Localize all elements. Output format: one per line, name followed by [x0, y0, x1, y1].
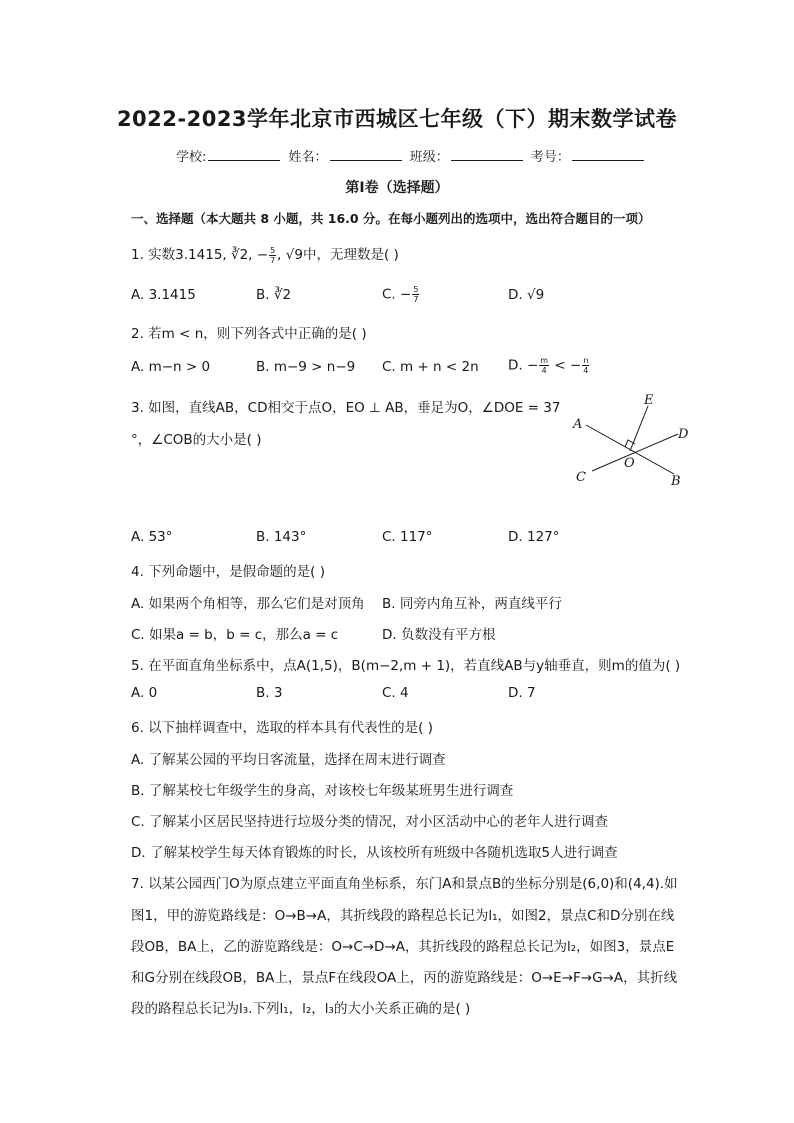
q6-option-d: D. 了解某校学生每天体育锻炼的时长，从该校所有班级中各随机选取5人进行调查	[131, 845, 618, 861]
label-c: C	[576, 470, 586, 485]
page-title: 2022-2023学年北京市西城区七年级（下）期末数学试卷	[116, 107, 678, 131]
q5-stem: 5. 在平面直角坐标系中，点A(1,5)，B(m−2,m + 1)，若直线AB与y轴垂直，则m的值为( )	[131, 658, 681, 674]
q6-option-b: B. 了解某校七年级学生的身高，对该校七年级某班男生进行调查	[131, 783, 514, 799]
q4-stem: 4. 下列命题中，是假命题的是( )	[131, 564, 325, 580]
class-label: 班级：	[409, 150, 449, 165]
q1-stem	[131, 243, 399, 265]
q1-option-d: D. √9	[508, 287, 545, 303]
q2-stem: 2. 若m < n，则下列各式中正确的是( )	[131, 326, 367, 342]
label-a: A	[573, 417, 583, 432]
q2-option-d: D. − $\frac{m}{4}$ < − $\frac{n}{4}$	[508, 356, 589, 375]
name-label: 姓名：	[288, 150, 328, 165]
q6-stem: 6. 以下抽样调查中，选取的样本具有代表性的是( )	[131, 720, 433, 736]
q7-line5: 段的路程总长记为l₃.下列l₁，l₂，l₃的大小关系正确的是( )	[131, 1001, 471, 1017]
q4-option-d: D. 负数没有平方根	[382, 627, 496, 643]
class-blank[interactable]	[451, 148, 523, 161]
q1-stem-fraction: $\frac{5}{7}$	[270, 245, 276, 265]
q1-stem-prefix: 1. 实数3.1415, ∛2, −	[131, 247, 269, 263]
q3-stem-line2: °，∠COB的大小是( )	[131, 432, 262, 448]
number-blank[interactable]	[572, 148, 644, 161]
q7-line1: 7. 以某公园西门O为原点建立平面直角坐标系，东门A和景点B的坐标分别是(6,0)和(4,4).如	[131, 876, 678, 892]
q1-option-b: B. ∛2	[256, 287, 292, 303]
student-info-row	[176, 146, 648, 165]
section-title: 第Ⅰ卷（选择题）	[345, 180, 449, 196]
q1-stem-suffix: , √9中，无理数是( )	[277, 247, 399, 263]
q7-line3: 段OB，BA上，乙的游览路线是：O→C→D→A，其折线段的路程总长记为l₂，如图3，景点E	[131, 939, 675, 955]
q5-option-d: D. 7	[508, 685, 536, 701]
q1-option-a: A. 3.1415	[131, 287, 196, 303]
label-o: O	[624, 456, 635, 471]
name-blank[interactable]	[330, 148, 402, 161]
q2-option-b: B. m−9 > n−9	[256, 359, 356, 375]
label-e: E	[644, 393, 654, 408]
q2-option-a: A. m−n > 0	[131, 359, 211, 375]
school-label: 学校:	[176, 150, 207, 165]
q4-option-c: C. 如果a = b，b = c，那么a = c	[131, 627, 339, 643]
q6-option-c: C. 了解某小区居民坚持进行垃圾分类的情况，对小区活动中心的老年人进行调查	[131, 814, 609, 830]
part-heading: 一、选择题（本大题共 8 小题，共 16.0 分。在每小题列出的选项中，选出符合题目的一项）	[131, 211, 651, 226]
label-b: B	[671, 474, 681, 489]
q4-option-b: B. 同旁内角互补，两直线平行	[382, 596, 562, 612]
q3-option-b: B. 143°	[256, 529, 307, 545]
school-blank[interactable]	[208, 148, 280, 161]
q3-figure	[566, 392, 696, 492]
q7-line2: 图1，甲的游览路线是：O→B→A，其折线段的路程总长记为l₁，如图2，景点C和D分别在线	[131, 908, 675, 924]
q3-option-a: A. 53°	[131, 529, 173, 545]
q7-line4: 和G分别在线段OB，BA上，景点F在线段OA上，丙的游览路线是：O→E→F→G→A，其折线	[131, 970, 678, 986]
q3-stem-line1: 3. 如图，直线AB，CD相交于点O，EO ⊥ AB，垂足为O，∠DOE = 37	[131, 400, 561, 416]
q2-option-c: C. m + n < 2n	[382, 359, 479, 375]
q6-option-a: A. 了解某公园的平均日客流量，选择在周末进行调查	[131, 752, 446, 768]
q3-option-d: D. 127°	[508, 529, 560, 545]
q5-option-a: A. 0	[131, 685, 158, 701]
q5-option-c: C. 4	[382, 685, 409, 701]
ray-oe	[630, 406, 648, 451]
q3-option-c: C. 117°	[382, 529, 433, 545]
q4-option-a: A. 如果两个角相等，那么它们是对顶角	[131, 596, 365, 612]
q1-option-c: C. − $\frac{5}{7}$	[382, 285, 419, 304]
label-d: D	[678, 427, 689, 442]
number-label: 考号：	[530, 150, 570, 165]
q5-option-b: B. 3	[256, 685, 283, 701]
